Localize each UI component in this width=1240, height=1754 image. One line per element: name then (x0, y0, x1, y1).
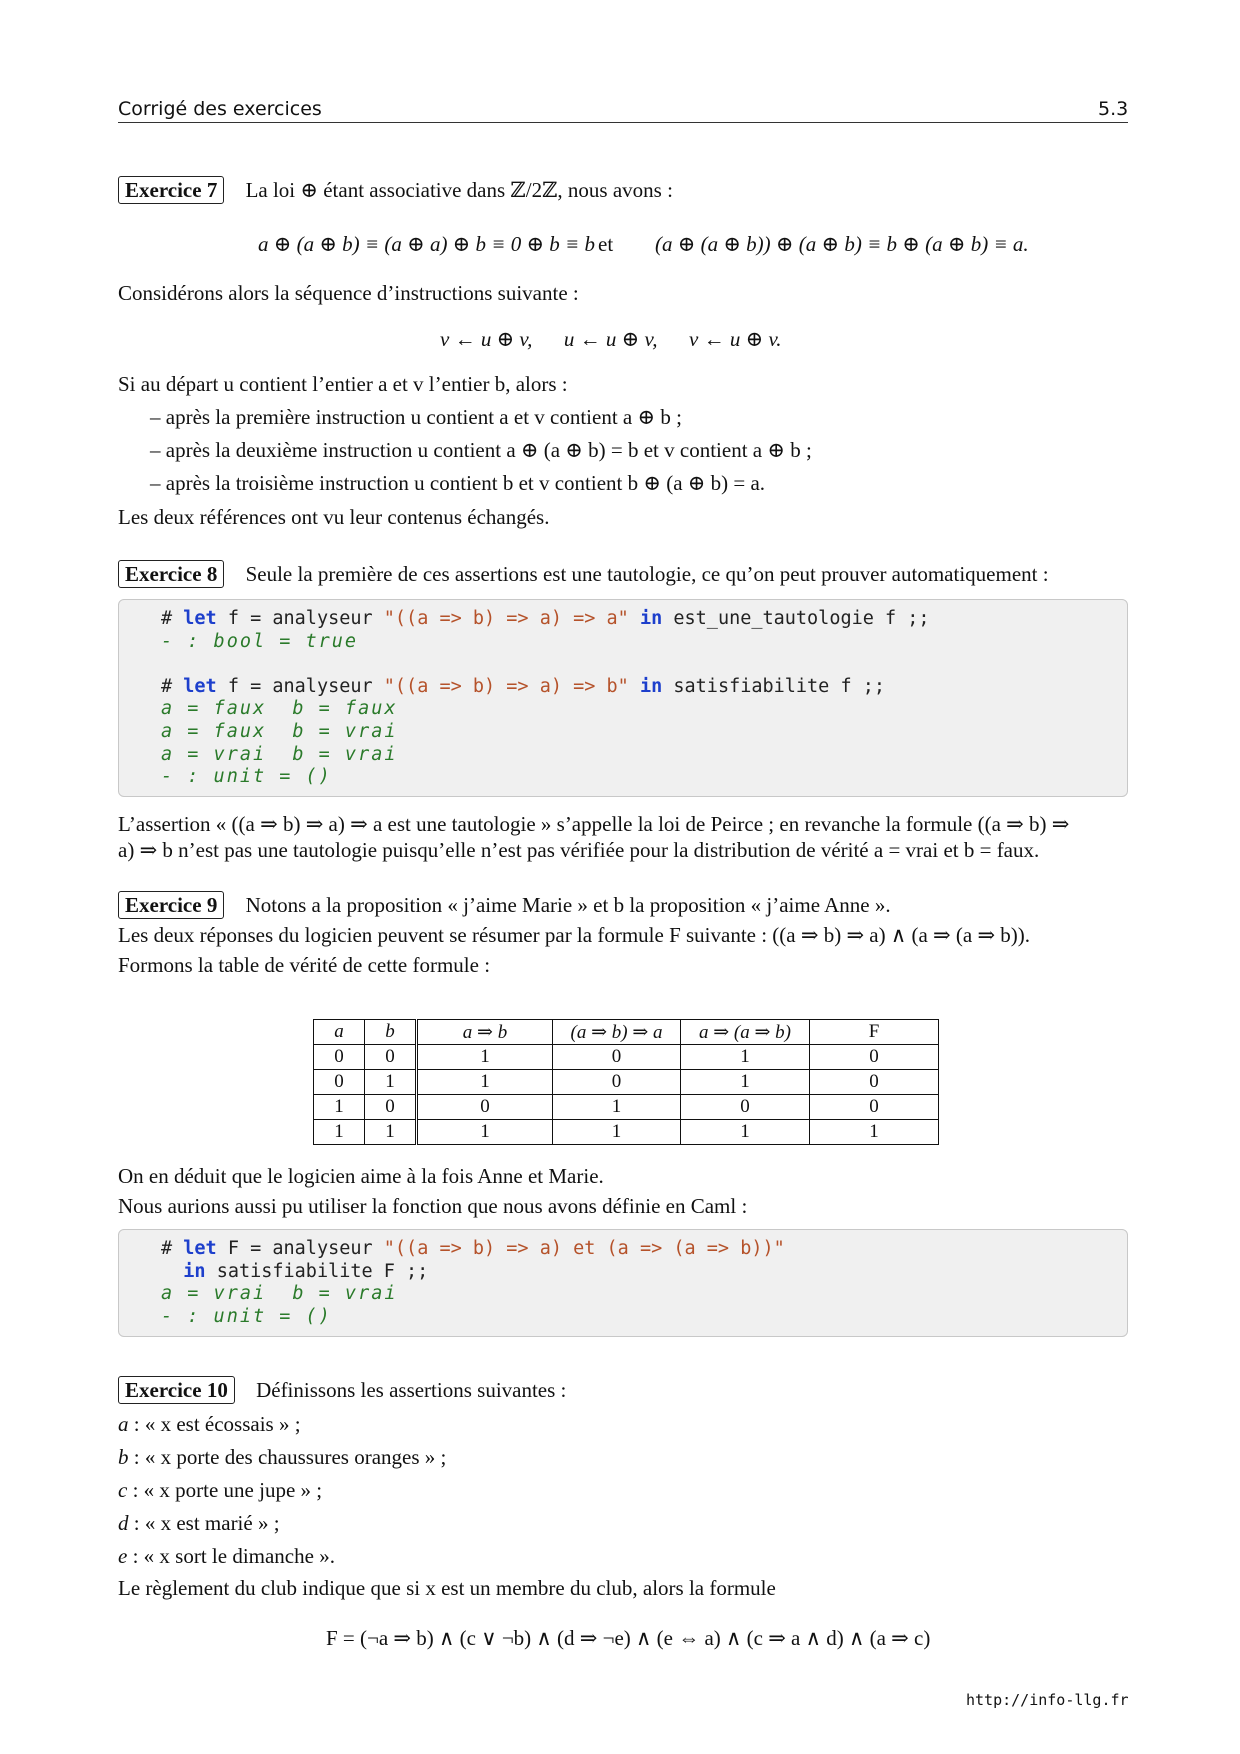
exercise-9-heading (118, 891, 891, 919)
table-cell: 1 (810, 1120, 939, 1145)
column-header: a ⇒ (a ⇒ b) (681, 1020, 810, 1045)
ex9-line2: Les deux réponses du logicien peuvent se résumer par la formule F suivante : ((a ⇒ b) ⇒ a) ∧ (a ⇒ (a ⇒ b)). (118, 923, 1031, 947)
column-header: (a ⇒ b) ⇒ a (553, 1020, 681, 1045)
exercise-10-label: Exercice 10 (118, 1376, 235, 1404)
ex8-para-line1: L’assertion « ((a ⇒ b) ⇒ a) ⇒ a est une tautologie » s’appelle la loi de Peirce ; en revanche la formule ((a ⇒ b) ⇒ (118, 812, 1070, 836)
table-row (314, 1045, 939, 1070)
table-cell: 1 (553, 1095, 681, 1120)
exercise-10-intro: Définissons les assertions suivantes : (256, 1378, 567, 1402)
exercise-8-heading (118, 560, 1049, 588)
ex10-formula: F = (¬a ⇒ b) ∧ (c ∨ ¬b) ∧ (d ⇒ ¬e) ∧ (e ⇔ a) ∧ (c ⇒ a ∧ d) ∧ (a ⇒ c) (326, 1626, 931, 1650)
ex7-equation-et: et (598, 232, 614, 256)
exercise-8-label: Exercice 8 (118, 560, 224, 588)
table-row (314, 1095, 939, 1120)
section-number: 5.3 (1098, 98, 1129, 120)
table-cell: 1 (681, 1070, 810, 1095)
column-header: a (314, 1020, 365, 1045)
truth-table (313, 1019, 939, 1145)
column-header: b (365, 1020, 417, 1045)
header-rule (118, 122, 1128, 123)
table-cell: 1 (365, 1070, 417, 1095)
code-block-ex9: # let F = analyseur "((a => b) => a) et (a => (a => b))" in satisfiabilite F ;; a = vrai b = vrai - : unit = () (118, 1229, 1128, 1337)
exercise-7-label: Exercice 7 (118, 176, 224, 204)
ex7-list (150, 403, 1050, 502)
running-header-title: Corrigé des exercices (118, 98, 322, 120)
ex7-conclusion: Les deux références ont vu leur contenus échangés. (118, 505, 550, 529)
table-cell: 1 (417, 1120, 553, 1145)
ex9-deduce: On en déduit que le logicien aime à la fois Anne et Marie. (118, 1164, 604, 1188)
ex10-rule: Le règlement du club indique que si x est un membre du club, alors la formule (118, 1576, 776, 1600)
table-cell: 1 (417, 1045, 553, 1070)
table-cell: 0 (681, 1095, 810, 1120)
table-row (314, 1070, 939, 1095)
definition-item: c : « x porte une jupe » ; (118, 1478, 323, 1502)
table-cell: 0 (314, 1045, 365, 1070)
table-cell: 0 (417, 1095, 553, 1120)
exercise-9-label: Exercice 9 (118, 891, 224, 919)
ex10-definitions (118, 1410, 446, 1575)
definition-item: d : « x est marié » ; (118, 1511, 280, 1535)
list-item: – après la troisième instruction u contient b et v contient b ⊕ (a ⊕ b) = a. (150, 469, 1050, 502)
table-cell: 1 (314, 1120, 365, 1145)
table-cell: 0 (314, 1070, 365, 1095)
code-block-ex8: # let f = analyseur "((a => b) => a) => a" in est_une_tautologie f ;; - : bool = true # let f = analyseur "((a => b) => a) => b" in satisfiabilite f ;; a = faux b = faux a = faux b = vrai a = vrai b = vrai - : unit = () (118, 599, 1128, 797)
ex7-sequence-intro: Considérons alors la séquence d’instructions suivante : (118, 281, 579, 305)
table-cell: 1 (365, 1120, 417, 1145)
table-cell: 0 (810, 1045, 939, 1070)
table-cell: 0 (810, 1095, 939, 1120)
exercise-7-heading (118, 176, 673, 204)
definition-item: e : « x sort le dimanche ». (118, 1544, 335, 1568)
table-cell: 0 (553, 1070, 681, 1095)
ex7-sequence: v ← u ⊕ v, u ← u ⊕ v, v ← u ⊕ v. (440, 327, 782, 351)
list-item: – après la première instruction u contient a et v contient a ⊕ b ; (150, 403, 1050, 436)
list-item: – après la deuxième instruction u contient a ⊕ (a ⊕ b) = b et v contient a ⊕ b ; (150, 436, 1050, 469)
ex7-equation-left: a ⊕ (a ⊕ b) ≡ (a ⊕ a) ⊕ b ≡ 0 ⊕ b ≡ b (258, 232, 595, 256)
ex8-para-line2: a) ⇒ b n’est pas une tautologie puisqu’elle n’est pas vérifiée pour la distribution de vérité a = vrai et b = faux. (118, 838, 1040, 862)
table-cell: 1 (681, 1045, 810, 1070)
column-header: F (810, 1020, 939, 1045)
exercise-7-intro: La loi ⊕ étant associative dans ℤ/2ℤ, nous avons : (245, 178, 673, 202)
table-row (314, 1120, 939, 1145)
footer-url[interactable]: http://info-llg.fr (966, 1691, 1129, 1709)
exercise-9-intro: Notons a la proposition « j’aime Marie » et b la proposition « j’aime Anne ». (245, 893, 891, 917)
exercise-10-heading (118, 1376, 566, 1404)
ex9-line3: Formons la table de vérité de cette formule : (118, 953, 491, 977)
definition-item: b : « x porte des chaussures oranges » ; (118, 1445, 447, 1469)
table-cell: 1 (681, 1120, 810, 1145)
ex9-also: Nous aurions aussi pu utiliser la fonction que nous avons définie en Caml : (118, 1194, 748, 1218)
exercise-8-intro: Seule la première de ces assertions est une tautologie, ce qu’on peut prouver automatiquement : (245, 562, 1049, 586)
table-header-row (314, 1020, 939, 1045)
table-cell: 1 (314, 1095, 365, 1120)
table-cell: 0 (365, 1095, 417, 1120)
ex7-equation-right: (a ⊕ (a ⊕ b)) ⊕ (a ⊕ b) ≡ b ⊕ (a ⊕ b) ≡ a. (655, 232, 1029, 256)
column-header: a ⇒ b (417, 1020, 553, 1045)
table-cell: 0 (365, 1045, 417, 1070)
table-cell: 0 (553, 1045, 681, 1070)
table-cell: 1 (417, 1070, 553, 1095)
definition-item: a : « x est écossais » ; (118, 1412, 301, 1436)
ex7-start: Si au départ u contient l’entier a et v l’entier b, alors : (118, 372, 568, 396)
table-cell: 0 (810, 1070, 939, 1095)
table-cell: 1 (553, 1120, 681, 1145)
